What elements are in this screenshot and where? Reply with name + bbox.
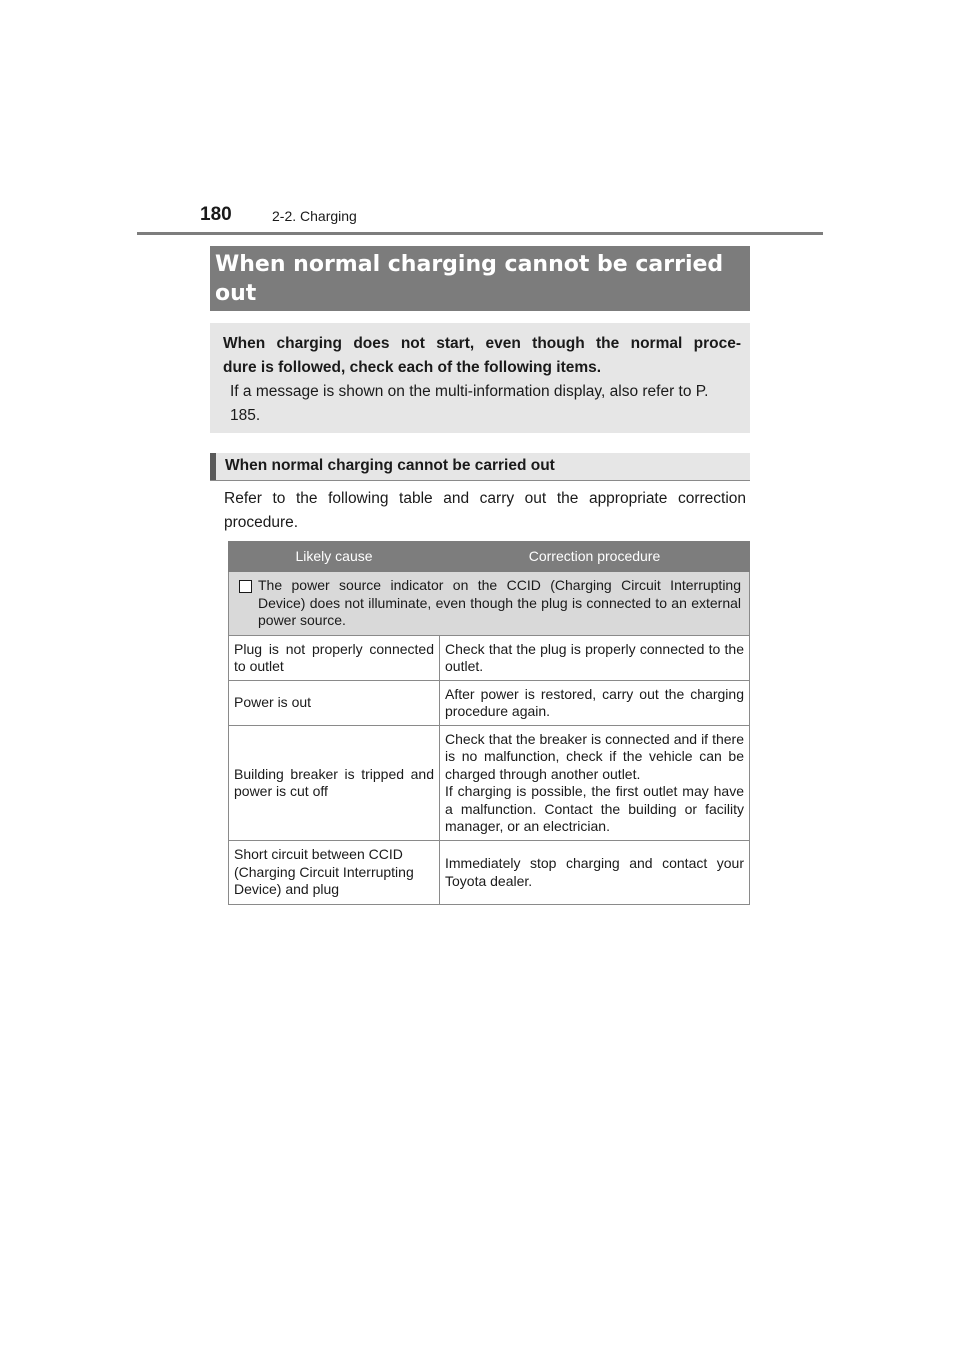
subheading: When normal charging cannot be carried out bbox=[210, 453, 750, 480]
header-correction-procedure: Correction procedure bbox=[440, 542, 750, 572]
checkbox-icon bbox=[239, 580, 252, 593]
correction-cell: Immediately stop charging and contact your Toyota dealer. bbox=[440, 841, 750, 905]
header-divider bbox=[137, 232, 823, 235]
table-row bbox=[229, 841, 750, 905]
table-condition-row bbox=[229, 572, 750, 636]
page-number: 180 bbox=[200, 204, 232, 225]
intro-note: If a message is shown on the multi-information display, also refer to P. 185. bbox=[230, 383, 709, 424]
table-row bbox=[229, 681, 750, 726]
correction-cell: Check that the plug is properly connected to the outlet. bbox=[440, 636, 750, 681]
header-likely-cause: Likely cause bbox=[229, 542, 440, 572]
table-row bbox=[229, 726, 750, 841]
cause-cell: Building breaker is tripped and power is cut off bbox=[229, 726, 440, 841]
section-label: 2-2. Charging bbox=[272, 208, 357, 224]
correction-line: If charging is possible, the first outlet may have a malfunction. Contact the building or facility manager, or an electrician. bbox=[445, 783, 744, 834]
troubleshooting-table bbox=[228, 541, 750, 905]
cause-cell: Power is out bbox=[229, 681, 440, 726]
correction-cell: After power is restored, carry out the charging procedure again. bbox=[440, 681, 750, 726]
correction-line: Check that the breaker is connected and if there is no malfunction, check if the vehicle can be charged through another outlet. bbox=[445, 730, 744, 782]
intro-bold-line-2: dure is followed, check each of the following items. bbox=[223, 359, 602, 376]
table-row bbox=[229, 636, 750, 681]
intro-bold-line-1: When charging does not start, even though the normal proce- bbox=[223, 335, 741, 352]
body-paragraph: Refer to the following table and carry out the appropriate correction procedure. bbox=[224, 490, 746, 531]
page-title: When normal charging cannot be carried out bbox=[210, 246, 750, 311]
correction-cell bbox=[440, 726, 750, 841]
condition-text: The power source indicator on the CCID (Charging Circuit Interrupting Device) does not illuminate, even though the plug is connected to an external power source. bbox=[258, 577, 741, 629]
table-header-row bbox=[229, 542, 750, 572]
subheading-rule bbox=[210, 480, 750, 481]
cause-cell: Plug is not properly connected to outlet bbox=[229, 636, 440, 681]
cause-cell: Short circuit between CCID (Charging Circuit Interrupting Device) and plug bbox=[229, 841, 440, 905]
intro-box bbox=[210, 323, 750, 433]
intro-bold-text bbox=[223, 332, 741, 380]
